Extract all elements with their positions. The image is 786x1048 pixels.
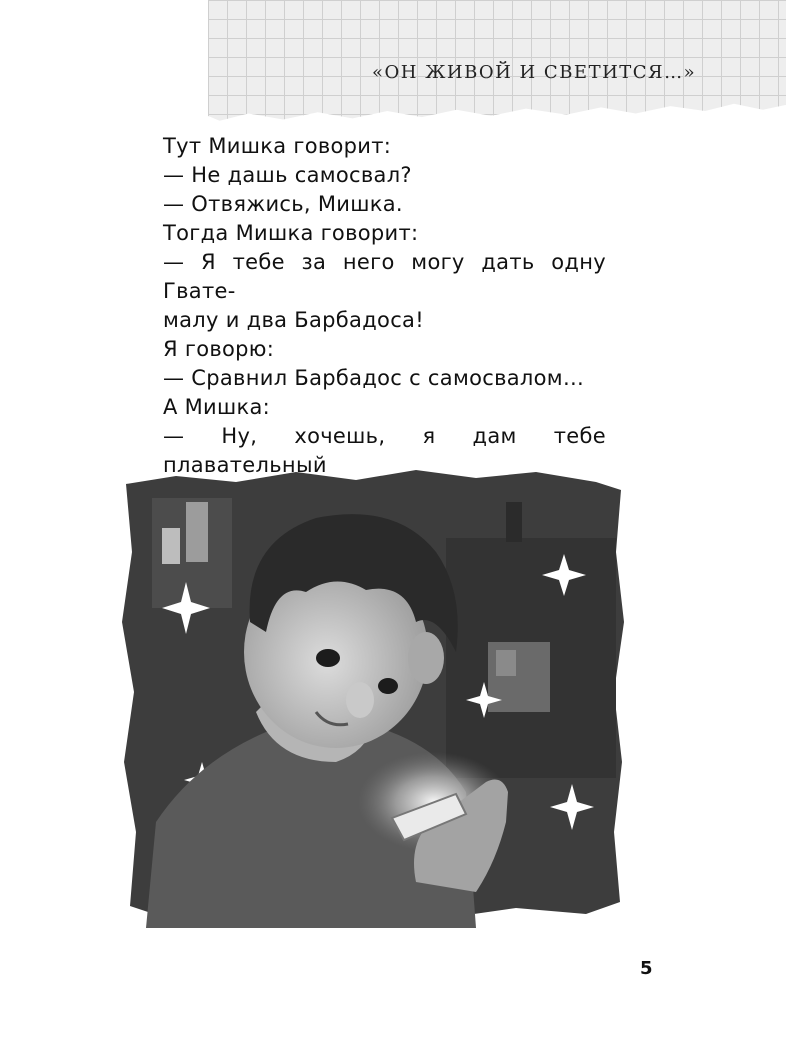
text-line: — Я тебе за него могу дать одну Гвате- xyxy=(163,250,606,303)
text-line: — Не дашь самосвал? xyxy=(163,163,412,187)
boy-eye xyxy=(316,649,340,667)
boy-nose xyxy=(346,682,374,718)
text-line: Тут Мишка говорит: xyxy=(163,134,392,158)
text-line: — Сравнил Барбадос с самосвалом… xyxy=(163,366,585,390)
page-number: 5 xyxy=(640,958,653,979)
window-pane xyxy=(496,650,516,676)
boy-illustration xyxy=(116,462,628,928)
lit-window xyxy=(162,528,180,564)
text-line: — Отвяжись, Мишка. xyxy=(163,192,403,216)
running-head: «ОН ЖИВОЙ И СВЕТИТСЯ…» xyxy=(372,62,697,83)
text-line: Я говорю: xyxy=(163,337,275,361)
text-line: — Ну, хочешь, я дам тебе плавательный xyxy=(163,424,606,477)
boy-eye xyxy=(378,678,398,694)
lit-window xyxy=(186,502,208,562)
text-line: малу и два Барбадоса! xyxy=(163,308,424,332)
boy-ear xyxy=(408,632,444,684)
text-line: А Мишка: xyxy=(163,395,271,419)
chimney xyxy=(506,502,522,542)
text-line: Тогда Мишка говорит: xyxy=(163,221,419,245)
story-text xyxy=(163,132,606,509)
graph-paper-header-strip xyxy=(208,0,786,122)
